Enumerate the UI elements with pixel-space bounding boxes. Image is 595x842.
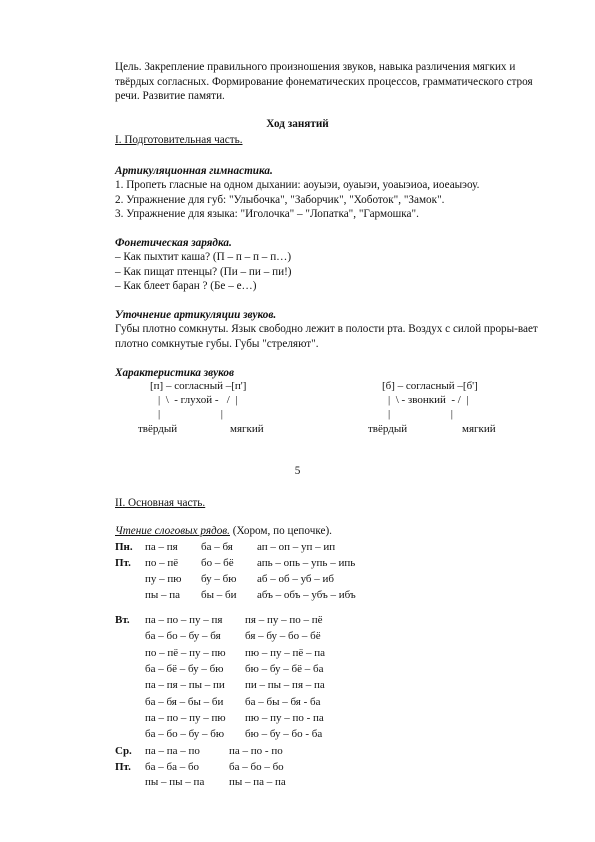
goal-paragraph [115,60,555,104]
part1-heading: I. Подготовительная часть. [115,134,243,146]
syllable-group: ба – бя [201,541,233,553]
syllable-group: па – по – пу – пя [145,614,223,626]
syllable-group: пя – пу – по – пё [245,614,323,626]
goal-label: Цель. [115,61,142,73]
syllable-row [115,630,405,644]
syllable-group: па – пя – пы – пи [145,679,225,692]
syllable-group: бу – бю [201,573,237,585]
syllable-group: пы – пы – па [145,776,205,788]
day-label: Вт. [115,614,130,626]
p-tree-mid: | \ - глухой - / | [158,394,238,406]
clarify-text: Губы плотно сомкнуты. Язык свободно лежит в полости рта. Воздух с силой проры-вает плотно сомкнутые губы. Губы "стреляют". [115,323,538,350]
b-tree-mid: | \ - звонкий - / | [388,394,469,406]
syllable-group: ба – бо – бо [229,760,284,773]
day-label: Пт. [115,557,131,569]
part2-heading: II. Основная часть. [115,497,206,509]
phonetic-item-1: – Как пыхтит каша? (П – п – п – п…) [115,251,292,263]
p-tree-soft: мягкий [230,423,264,435]
syllable-group: ба – бо – бу – бя [145,630,221,643]
syllable-row [115,728,405,742]
syllable-row [115,557,417,571]
syllable-group: бю – бу – бо - ба [245,728,323,741]
syllable-group: па – пя [145,541,178,553]
syllable-row [115,696,405,710]
p-tree-top: [п] – согласный –[п'] [150,380,247,392]
syllable-row [115,761,349,775]
articulation-heading: Артикуляционная гимнастика. [115,165,273,177]
articulation-item-1: 1. Пропеть гласные на одном дыхании: аоуыэи, оуаыэи, уоаыэиоа, иоеаыэоу. [115,179,480,191]
day-label: Ср. [115,745,132,757]
b-tree-soft: мягкий [462,423,496,435]
b-tree-top: [б] – согласный –[б'] [382,380,478,392]
syllable-group: ба – ба – бо [145,760,200,773]
syllable-group: аб – об – уб – иб [257,573,335,585]
syllable-row [115,776,349,790]
phonetic-item-2: – Как пищат птенцы? (Пи – пи – пи!) [115,266,292,278]
syllable-group: па – па – по [145,745,200,757]
syllable-group: па – по – пу – пю [145,711,226,724]
syllable-group: по – пё – пу – пю [145,646,226,659]
syllable-row [115,745,349,759]
syllable-group: пю – пу – по - па [245,711,324,724]
syllable-group: бя – бу – бо – бё [245,630,321,643]
syllable-row [115,663,405,677]
syllable-row [115,573,417,587]
syllable-group: пу – пю [145,573,182,585]
syllable-row [115,541,417,555]
p-tree-hard: твёрдый [138,423,178,435]
syllable-group: ба – бя – бы – би [145,695,224,708]
characteristic-heading: Характеристика звуков [115,367,234,379]
syllable-group: пы – па – па [229,776,286,788]
b-tree-bars: | | [388,408,453,420]
syllable-group: апь – опь – упь – ипь [257,557,356,569]
syllable-row [115,712,405,726]
syllable-group: ба – бё – бу – бю [145,662,224,675]
syllable-group: ап – оп – уп – ип [257,541,336,553]
phonetic-heading: Фонетическая зарядка. [115,237,232,249]
syllable-group: пю – пу – пё – па [245,646,326,659]
day-label: Пн. [115,541,133,553]
articulation-item-2: 2. Упражнение для губ: "Улыбочка", "Заборчик", "Хоботок", "Замок". [115,194,445,206]
reading-note: (Хором, по цепочке). [229,525,332,537]
p-tree-bars: | | [158,408,223,420]
syllable-group: па – по - по [229,745,283,757]
articulation-item-3: 3. Упражнение для языка: "Иголочка" – "Лопатка", "Гармошка". [115,208,419,220]
lesson-title: Ход занятий [266,118,329,130]
syllable-group: по – пё [145,557,179,569]
phonetic-item-3: – Как блеет баран ? (Бе – е…) [115,280,257,292]
b-tree-hard: твёрдый [368,423,408,435]
goal-text: Закрепление правильного произношения звуков, навыка различения мягких и твёрдых согласных. Формирование фонематических процессов, грамматического строя речи. Развитие памяти. [115,61,533,103]
syllable-group: пи – пы – пя – па [245,679,325,692]
syllable-group: бо – бё [201,557,234,569]
syllable-group: бы – би [201,589,237,601]
reading-heading: Чтение слоговых рядов. [115,525,230,537]
page-number: 5 [294,465,301,477]
syllable-row [115,614,405,628]
syllable-group: ба – бы – бя - ба [245,695,321,708]
syllable-group: пы – па [145,589,181,601]
syllable-group: ба – бо – бу – бю [145,728,225,741]
clarify-heading: Уточнение артикуляции звуков. [115,309,277,321]
syllable-group: бю – бу – бё – ба [245,662,324,675]
syllable-row [115,679,405,693]
syllable-group: абъ – объ – убъ – ибъ [257,589,356,601]
syllable-row [115,589,417,603]
day-label: Пт. [115,760,131,773]
reading-heading-line [115,524,332,539]
syllable-row [115,647,405,661]
